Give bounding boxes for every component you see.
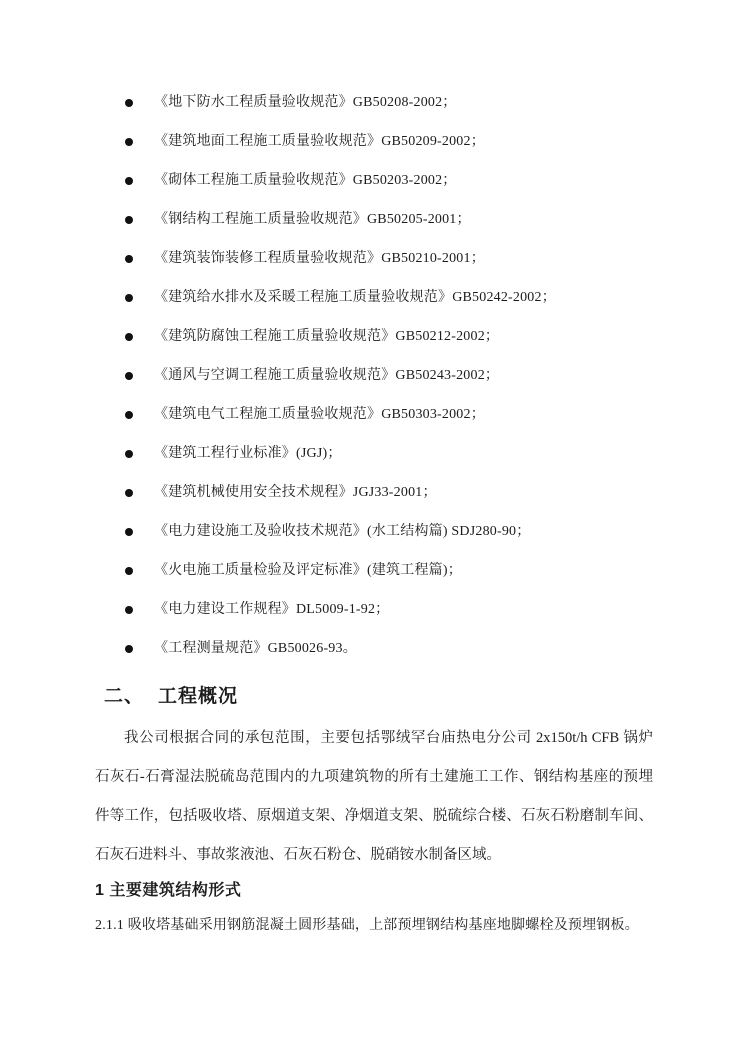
bullet-icon <box>125 489 133 497</box>
standard-text: 《建筑装饰装修工程质量验收规范》GB50210-2001； <box>154 251 485 266</box>
bullet-icon <box>125 138 133 146</box>
standard-item <box>95 405 653 444</box>
standard-text: 《建筑机械使用安全技术规程》JGJ33-2001； <box>154 485 437 500</box>
standard-item <box>95 444 653 483</box>
standard-text: 《建筑电气工程施工质量验收规范》GB50303-2002； <box>154 407 485 422</box>
standard-text: 《电力建设工作规程》DL5009-1-92； <box>154 602 390 617</box>
section-heading <box>104 684 653 709</box>
bullet-icon <box>125 216 133 224</box>
subsection-heading: 1 主要建筑结构形式 <box>95 882 242 899</box>
overview-paragraph <box>95 719 653 875</box>
standard-item <box>95 132 653 171</box>
standard-text: 《砌体工程施工质量验收规范》GB50203-2002； <box>154 173 457 188</box>
bullet-icon <box>125 177 133 185</box>
standard-text: 《地下防水工程质量验收规范》GB50208-2002； <box>154 95 457 110</box>
standard-item <box>95 249 653 288</box>
paragraph-line: 石灰石进料斗、事故浆液池、石灰石粉仓、脱硝铵水制备区域。 <box>95 847 501 863</box>
standard-item <box>95 288 653 327</box>
bullet-icon <box>125 450 133 458</box>
standard-text: 《建筑地面工程施工质量验收规范》GB50209-2002； <box>154 134 485 149</box>
standard-item <box>95 639 653 678</box>
standards-list <box>95 93 653 678</box>
bullet-icon <box>125 333 133 341</box>
clause-2-1-1: 2.1.1 吸收塔基础采用钢筋混凝土圆形基础，上部预埋钢结构基座地脚螺栓及预埋钢板。 <box>95 918 639 933</box>
bullet-icon <box>125 528 133 536</box>
paragraph-line: 我公司根据合同的承包范围，主要包括鄂绒罕台庙热电分公司 2x150t/h CFB 锅炉 <box>124 730 653 746</box>
bullet-icon <box>125 645 133 653</box>
standard-text: 《建筑工程行业标准》(JGJ)； <box>154 446 342 461</box>
standard-text: 《钢结构工程施工质量验收规范》GB50205-2001； <box>154 212 471 227</box>
bullet-icon <box>125 99 133 107</box>
standard-item <box>95 93 653 132</box>
standard-item <box>95 327 653 366</box>
standard-item <box>95 210 653 249</box>
section-number: 二、 <box>104 686 145 707</box>
paragraph-line: 件等工作，包括吸收塔、原烟道支架、净烟道支架、脱硫综合楼、石灰石粉磨制车间、 <box>95 808 653 824</box>
bullet-icon <box>125 255 133 263</box>
document-content <box>95 93 653 940</box>
bullet-icon <box>125 294 133 302</box>
standard-text: 《火电施工质量检验及评定标准》(建筑工程篇)； <box>154 563 462 578</box>
paragraph-line: 石灰石-石膏湿法脱硫岛范围内的九项建筑物的所有土建施工工作、钢结构基座的预埋 <box>95 769 653 785</box>
bullet-icon <box>125 567 133 575</box>
standard-text: 《工程测量规范》GB50026-93。 <box>154 641 357 656</box>
standard-item <box>95 561 653 600</box>
standard-text: 《建筑防腐蚀工程施工质量验收规范》GB50212-2002； <box>154 329 500 344</box>
bullet-icon <box>125 606 133 614</box>
standard-item <box>95 483 653 522</box>
standard-text: 《通风与空调工程施工质量验收规范》GB50243-2002； <box>154 368 500 383</box>
bullet-icon <box>125 372 133 380</box>
bullet-icon <box>125 411 133 419</box>
standard-item <box>95 522 653 561</box>
standard-text: 《建筑给水排水及采暖工程施工质量验收规范》GB50242-2002； <box>154 290 556 305</box>
standard-item <box>95 600 653 639</box>
standard-item <box>95 171 653 210</box>
section-title: 工程概况 <box>158 686 239 707</box>
standard-item <box>95 366 653 405</box>
standard-text: 《电力建设施工及验收技术规范》(水工结构篇) SDJ280-90； <box>154 524 531 539</box>
